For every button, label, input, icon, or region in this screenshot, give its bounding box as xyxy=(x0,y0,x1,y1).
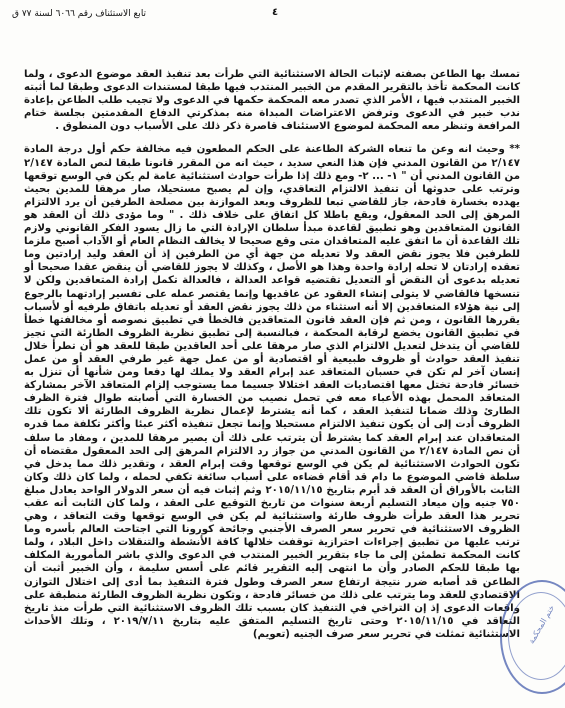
document-body xyxy=(24,68,520,641)
court-stamp-text: ختم المحكمة xyxy=(526,603,557,646)
page-number: ٤ xyxy=(272,7,279,18)
paragraph-legal-reasoning: ** وحيث انه وعن ما تنعاه الشركة الطاعنة على الحكم المطعون فيه مخالفة حكم أول درجة المادة ٢/١٤٧ من القانون المدني فإن هذا النعي سديد ، حيث انه من المقرر قانونا طبقا لنص المادة ٢/١٤٧ من القانون المدني أن " ١- ... ٢- ومع ذلك إذا طرأت حوادث استثنائية عامة لم يكن في الوسع توقعها وترتب على حدوثها أن تنفيذ الالتزام التعاقدي، وإن لم يصبح مستحيلا، صار مرهقا للمدين بحيث يهدده بخسارة فادحة، جاز للقاضي تبعا للظروف وبعد الموازنة بين مصلحة الطرفين أن يرد الالتزام المرهق إلى الحد المعقول، ويقع باطلا كل اتفاق على خلاف ذلك . " وما مؤدى ذلك أن العقد هو القانون المتعاقدين وهو تطبيق لقاعدة مبدأ سلطان الإرادة التي ما زال يسود الفكر القانوني ولازم تلك القاعدة أن ما اتفق عليه المتعاقدان متى وقع صحيحا لا يخالف النظام العام أو الآداب أصبح ملزما للطرفين فلا يجوز نقض العقد ولا تعديله من جهة أي من الطرفين إذ أن العقد وليد إرادتين وما تعقده إرادتان لا تحله إرادة واحدة وهذا هو الأصل ، وكذلك لا يجوز للقاضي أن ينقض عقدا صحيحا أو تعديله بدعوى أن النقض أو التعديل تقتضيه قواعد العدالة ، فالعدالة تكمل إرادة المتعاقدين ولكن لا تنسخها فالقاضي لا يتولى إنشاء العقود عن عاقديها وإنما يقتصر عمله على تفسير إرادتهما بالرجوع إلى نية هؤلاء المتعاقدين إلا أنه استثناء من ذلك يجوز نقض العقد أو تعديله باتفاق طرفيه أو لأسباب يقررها القانون ، ومن ثم فإن العقد قانون المتعاقدين فالخطأ في تطبيق نصوصه أو مخالفتها خطأ في تطبيق القانون يخضع لرقابة المحكمة ، فبالنسبة إلى تطبيق نظرية الظروف الطارئة التي تجيز للقاضي أن يتدخل لتعديل الالتزام الذي صار مرهقا على أحد العاقدين طبقا للعقد هو أن تطرأ خلال تنفيذ العقد حوادث أو ظروف طبيعية أو اقتصادية أو من عمل جهة غير طرفي العقد أو من عمل إنسان آخر لم تكن في حسبان المتعاقد عند إبرام العقد ولا يملك لها دفعا ومن شأنها أن تنزل به خسائر فادحة تختل معها اقتصاديات العقد اختلالا جسيما مما يستوجب إلزام المتعاقد الآخر بمشاركة المتعاقد المحمل بهذه الأعباء معه في تحمل نصيب من الخسارة التي أصابته طوال فترة الظرف الطارئ وذلك ضمانا لتنفيذ العقد ، كما أنه يشترط لإعمال نظرية الظروف الطارئة ألا تكون تلك الظروف أدت إلى أن يكون تنفيذ الالتزام مستحيلا وإنما تجعل تنفيذه أكثر عبئا وأكثر تكلفة مما قدره المتعاقدان عند إبرام العقد كما يشترط أن يترتب على ذلك أن يصير مرهقا للمدين ، ومفاد ما سلف أن نص المادة ٢/١٤٧ من القانون المدني من جواز رد الالتزام المرهق إلى الحد المعقول مقتضاه أن تكون الحوادث الاستثنائية لم يكن في الوسع توقعها وقت إبرام العقد ، وتقدير ذلك مما يدخل في سلطة قاضي الموضوع ما دام قد أقام قضاءه على أسباب سائغة تكفي لحمله ، ولما كان ذلك وكان الثابت بالأوراق أن العقد قد أبرم بتاريخ ٢٠١٥/١١/١٥ وثم إثبات فيه أن سعر الدولار الواحد يعادل مبلغ ٧٥٠ جنيه وإن ميعاد التسليم أربعة سنوات من تاريخ التوقيع على العقد ، ولما كان الثابت أنه عقب تحرير هذا العقد طرأت ظروف طارئة واستثنائية لم يكن في الوسع توقعها وقت التعاقد ، وهي الظروف الاستثنائية في تحرير سعر الصرف الأجنبي وجائحة كورونا التي اجتاحت العالم بأسره وما ترتب عليها من تطبيق إجراءات احترازية توقفت خلالها كافة الأنشطة والتنقلات داخل البلاد ، ولما كانت المحكمة تطمئن إلى ما جاء بتقرير الخبير المنتدب في الدعوى والذي باشر المأمورية المكلف بها طبقا للحكم الصادر وأن ما انتهى إليه التقرير قائم على أسس سليمة ، وأن الخبير أثبت أن الطاعن قد أصابه ضرر نتيجة ارتفاع سعر الصرف وطول فترة التنفيذ بما أدى إلى اختلال التوازن الاقتصادي للعقد وما يترتب على ذلك من خسائر فادحة ، وتكون نظرية الظروف الطارئة منطبقة على واقعات الدعوى إذ إن التراخي في التنفيذ كان بسبب تلك الظروف الاستثنائية التي طرأت منذ تاريخ التعاقد في ٢٠١٥/١١/١٥ وحتى تاريخ التسليم المتفق عليه بتاريخ ٢٠١٩/٧/١١ ، وتلك الأحداث الاستثنائية تمثلت في تحرير سعر صرف الجنيه (تعويم) xyxy=(24,144,521,640)
case-header-title: تابع الاستئناف رقم ٦٠٦٦ لسنة ٧٧ ق xyxy=(12,9,147,19)
paragraph-gap xyxy=(24,133,520,143)
paragraph-expert-report: تمسك بها الطاعن بصفته لإثبات الحالة الاستثنائية التي طرأت بعد تنفيذ العقد موضوع الدعوى ، ولما كانت المحكمة تأخذ بالتقرير المقدم من الخبير المنتدب فيها طبقا لمستندات الدعوى وطبقا لما أثبته الخبير المنتدب فيها ، الأمر الذي تصدر معه المحكمة حكمها في الدعوى ولا تجيب طلب الطاعن بإعادة ندب خبير في الدعوى وترفض الاعتراضات المبداة منه بمذكرتي الدفاع المقدمتين بجلسة ختام المرافعة وتنظر معه المحكمة لموضوع الاستئناف قاصرة ذكر ذلك على الأسباب دون المنطوق . xyxy=(24,69,520,133)
